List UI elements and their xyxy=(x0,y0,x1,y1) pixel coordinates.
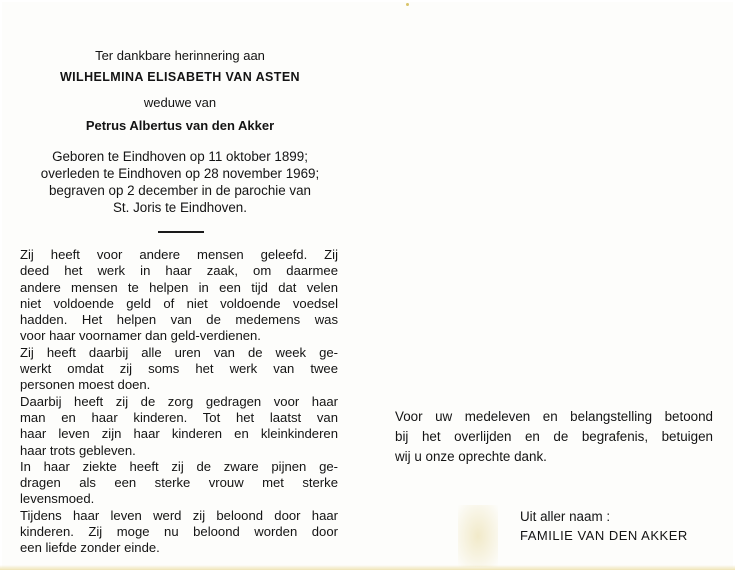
tribute-line: een liefde zonder einde. xyxy=(20,540,160,556)
intro-line: Ter dankbare herinnering aan xyxy=(95,48,265,63)
deceased-name: WILHELMINA ELISABETH VAN ASTEN xyxy=(59,70,300,84)
tribute-line: haar leven zijn haar kinderen en kleinkinderen xyxy=(20,426,338,442)
burial-line: begraven op 2 december in de parochie van xyxy=(48,183,312,198)
parish-line: St. Joris te Eindhoven. xyxy=(113,200,247,215)
divider-rule xyxy=(158,231,204,233)
death-line: overleden te Eindhoven op 28 november 1969; xyxy=(40,166,320,181)
tribute-line: andere mensen te helpen in een tijd dat velen xyxy=(20,279,338,295)
tribute-line: In haar ziekte heeft zij de zware pijnen ge- xyxy=(20,458,338,474)
signature-family: FAMILIE VAN DEN AKKER xyxy=(520,528,688,543)
spouse-name: Petrus Albertus van den Akker xyxy=(85,118,275,133)
thanks-line: wij u onze oprechte dank. xyxy=(395,449,547,464)
tribute-line: personen moest doen. xyxy=(20,377,151,393)
tribute-line: Zij heeft daarbij alle uren van de week ge- xyxy=(20,344,338,360)
thanks-text xyxy=(395,407,713,467)
thanks-line: bij het overlijden en de begrafenis, betuigen xyxy=(395,429,713,444)
paper-speck xyxy=(406,3,409,6)
tribute-line: Daarbij heeft zij de zorg gedragen voor haar xyxy=(20,393,338,409)
thanks-line: Voor uw medeleven en belangstelling betoond xyxy=(395,409,713,424)
tribute-line: Zij heeft voor andere mensen geleefd. Zij xyxy=(20,247,338,262)
tribute-line: haar trots gebleven. xyxy=(20,442,136,458)
tribute-line: deed het werk in haar zaak, om daarmee xyxy=(20,263,338,279)
life-dates-block xyxy=(20,148,340,216)
birth-line: Geboren te Eindhoven op 11 oktober 1899; xyxy=(52,149,308,164)
paper-edge xyxy=(0,565,735,570)
signature-label: Uit aller naam : xyxy=(520,509,611,524)
tribute-line: dragen als een sterke vrouw met sterke xyxy=(20,475,338,491)
tribute-line: man en haar kinderen. Tot het laatst van xyxy=(20,409,338,425)
tribute-line: niet voldoende geld of niet voldoende voedsel xyxy=(20,295,338,311)
tribute-line: hadden. Het helpen van de medemens was xyxy=(20,312,338,328)
paper-stain xyxy=(458,505,498,567)
tribute-line: Tijdens haar leven werd zij beloond door haar xyxy=(20,507,338,523)
tribute-text xyxy=(20,247,338,557)
tribute-line: werkt omdat zij soms het werk van twee xyxy=(20,361,338,377)
tribute-line: voor haar voornamer dan geld-verdienen. xyxy=(20,328,261,344)
tribute-line: kinderen. Zij moge nu beloond worden door xyxy=(20,524,338,540)
tribute-line: levensmoed. xyxy=(20,491,95,507)
widow-of-line: weduwe van xyxy=(143,95,217,110)
